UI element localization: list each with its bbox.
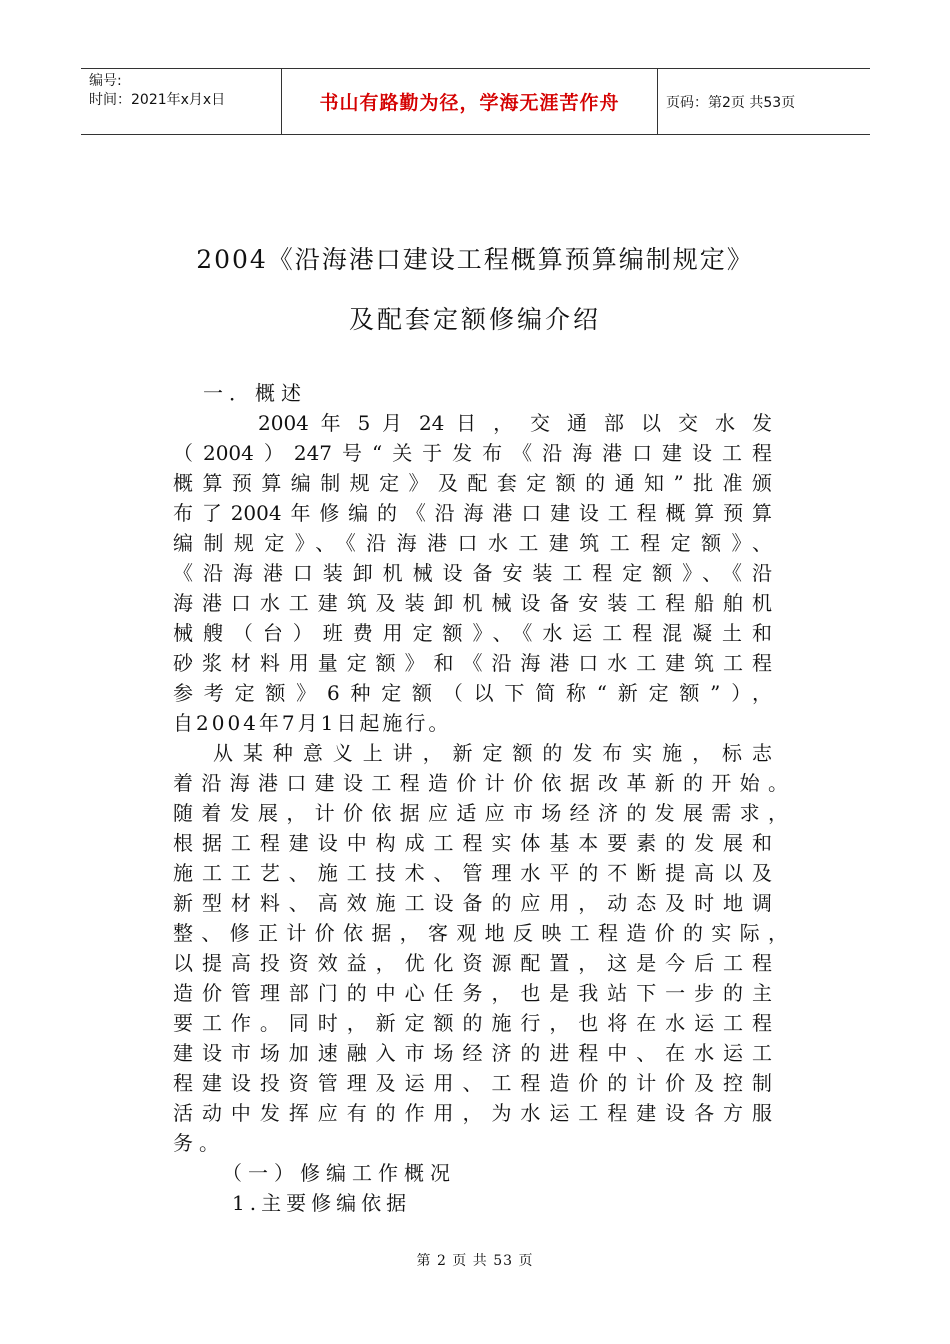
body-line: 要工作。同时，新定额的施行，也将在水运工程 [173,1011,772,1035]
document-header [81,68,870,135]
body-line: 海港口水工建筑及装卸机械设备安装工程船舶机 [173,591,772,615]
header-motto: 书山有路勤为径，学海无涯苦作舟 [282,69,658,134]
body-line: 着沿海港口建设工程造价计价依据改革新的开始。 [173,771,788,795]
body-line: （2004）247号“关于发布《沿海港口建设工程 [173,441,772,465]
body-line: 新型材料、高效施工设备的应用，动态及时地调 [173,891,772,915]
body-line: 程建设投资管理及运用、工程造价的计价及控制 [173,1071,772,1095]
body-line: 以提高投资效益，优化资源配置，这是今后工程 [173,951,772,975]
body-line: 《沿海港口装卸机械设备安装工程定额》、《沿 [173,561,772,585]
body-line: 编制规定》、《沿海港口水工建筑工程定额》、 [173,531,772,555]
body-line: 自2004年7月1日起施行。 [173,711,452,735]
body-line: 活动中发挥应有的作用，为水运工程建设各方服 [173,1101,772,1125]
section-heading-overview: 一．概述 [203,381,307,405]
document-title-line-1: 2004《沿海港口建设工程概算预算编制规定》 [196,245,754,274]
body-line: 务。 [173,1131,225,1155]
body-line: 造价管理部门的中心任务，也是我站下一步的主 [173,981,772,1005]
body-line: 施工工艺、施工技术、管理水平的不断提高以及 [173,861,772,885]
body-line: 2004 年 5 月 24 日 ， 交 通 部 以 交 水 发 [258,411,772,435]
body-line: 参考定额》6种定额（以下简称“新定额”）， [173,681,772,705]
header-meta [81,69,282,134]
document-number-label: 编号: [89,73,122,89]
subsection-item-heading: 1.主要修编依据 [232,1191,412,1215]
body-line: 布了2004年修编的《沿海港口建设工程概算预算 [173,501,772,525]
body-line: 建设市场加速融入市场经济的进程中、在水运工 [173,1041,772,1065]
subsection-heading: （一）修编工作概况 [222,1161,456,1185]
body-line: 砂浆材料用量定额》和《沿海港口水工建筑工程 [173,651,772,675]
document-title-line-2: 及配套定额修编介绍 [348,305,601,334]
body-line: 械艘（台）班费用定额》、《水运工程混凝土和 [173,621,772,645]
body-line: 概算预算编制规定》及配套定额的通知”批准颁 [173,471,772,495]
page-footer: 第 2 页 共 53 页 [416,1253,534,1269]
body-line: 从某种意义上讲，新定额的发布实施，标志 [213,741,772,765]
body-line: 整、修正计价依据，客观地反映工程造价的实际， [173,921,788,945]
body-line: 根据工程建设中构成工程实体基本要素的发展和 [173,831,772,855]
document-time-label: 时间：2021年x月x日 [89,92,226,108]
body-line: 随着发展，计价依据应适应市场经济的发展需求， [173,801,788,825]
header-page-info: 页码：第2页 共53页 [666,94,796,111]
